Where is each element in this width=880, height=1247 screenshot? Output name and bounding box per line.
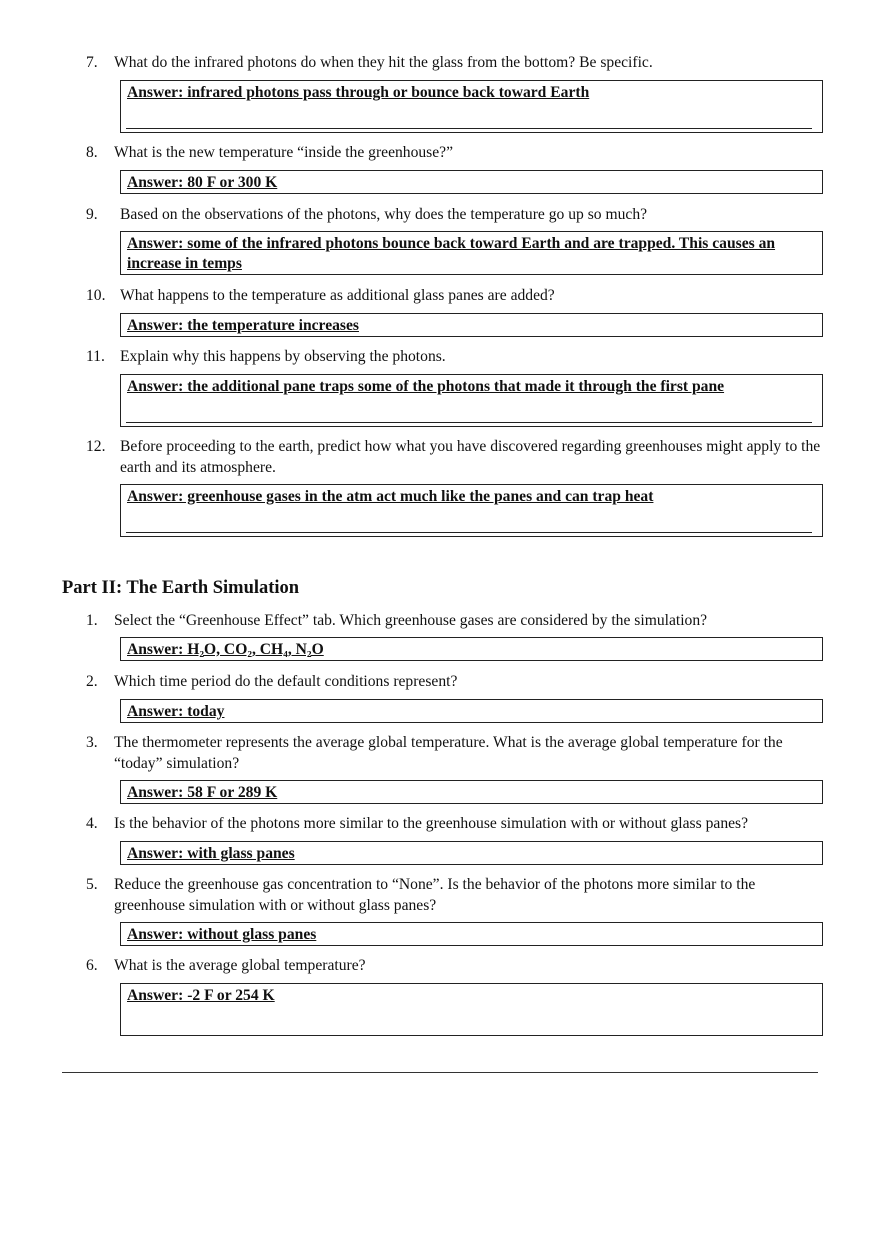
part2-question-5: [86, 874, 826, 916]
question-text: Based on the observations of the photons, why does the temperature go up so much?: [120, 206, 648, 223]
answer-text: Answer: with glass panes: [127, 845, 295, 862]
answer-text: Answer: without glass panes: [127, 926, 317, 943]
question-11: [86, 346, 826, 367]
answer-box-7[interactable]: [120, 80, 823, 133]
part2-question-1: [86, 610, 826, 631]
answer-text: Answer: 80 F or 300 K: [127, 174, 278, 191]
part2-answer-box-4[interactable]: [120, 841, 823, 865]
question-number: 1.: [86, 612, 98, 629]
question-number: 9.: [86, 206, 98, 223]
question-number: 3.: [86, 734, 98, 751]
question-12: [86, 436, 826, 478]
question-number: 5.: [86, 876, 98, 893]
answer-text: Answer: the additional pane traps some of the photons that made it through the first pane: [127, 378, 725, 395]
answer-box-12[interactable]: [120, 484, 823, 537]
answer-text: Answer: the temperature increases: [127, 317, 359, 334]
question-number: 6.: [86, 957, 98, 974]
answer-text: Answer: greenhouse gases in the atm act much like the panes and can trap heat: [127, 488, 654, 505]
question-text: What happens to the temperature as additional glass panes are added?: [120, 287, 555, 304]
part2-question-2: [86, 671, 826, 692]
answer-text: Answer: H₂O, CO₂, CH₄, N₂O: [127, 641, 324, 658]
part2-answer-box-2[interactable]: [120, 699, 823, 723]
part2-question-4: [86, 813, 826, 834]
part2-question-6: [86, 955, 826, 976]
question-text: The thermometer represents the average global temperature. What is the average global temperature for the “today” simulation?: [114, 734, 783, 772]
answer-box-8[interactable]: [120, 170, 823, 194]
question-text: Is the behavior of the photons more similar to the greenhouse simulation with or without glass panes?: [114, 815, 749, 832]
question-number: 12.: [86, 438, 106, 455]
part2-answer-box-5[interactable]: [120, 922, 823, 946]
question-number: 8.: [86, 144, 98, 161]
answer-text: Answer: today: [127, 703, 225, 720]
question-text: What is the average global temperature?: [114, 957, 366, 974]
question-number: 4.: [86, 815, 98, 832]
question-text: Select the “Greenhouse Effect” tab. Which greenhouse gases are considered by the simulation?: [114, 612, 708, 629]
section-heading: Part II: The Earth Simulation: [62, 578, 300, 598]
footer-divider: [62, 1072, 818, 1073]
question-7: [86, 52, 826, 73]
question-text: Which time period do the default conditions represent?: [114, 673, 458, 690]
question-text: What do the infrared photons do when they hit the glass from the bottom? Be specific.: [114, 54, 653, 71]
answer-line: [126, 532, 812, 533]
part2-answer-box-3[interactable]: [120, 780, 823, 804]
question-text: Explain why this happens by observing the photons.: [120, 348, 446, 365]
question-number: 7.: [86, 54, 98, 71]
question-number: 2.: [86, 673, 98, 690]
answer-box-11[interactable]: [120, 374, 823, 427]
part2-answer-box-6[interactable]: [120, 983, 823, 1036]
question-text: What is the new temperature “inside the greenhouse?”: [114, 144, 454, 161]
answer-text: Answer: 58 F or 289 K: [127, 784, 278, 801]
answer-text: Answer: some of the infrared photons bounce back toward Earth and are trapped. This causes an increase in temps: [127, 235, 776, 272]
question-text: Before proceeding to the earth, predict how what you have discovered regarding greenhouses might apply to the earth and its atmosphere.: [120, 438, 821, 476]
question-10: [86, 285, 826, 306]
answer-line: [126, 128, 812, 129]
question-9: [86, 204, 826, 225]
part2-answer-box-1[interactable]: [120, 637, 823, 661]
answer-text: Answer: infrared photons pass through or bounce back toward Earth: [127, 84, 590, 101]
question-text: Reduce the greenhouse gas concentration to “None”. Is the behavior of the photons more similar to the greenhouse simulation with or without glass panes?: [114, 876, 756, 914]
question-number: 11.: [86, 348, 105, 365]
part2-question-3: [86, 732, 826, 774]
answer-line: [126, 422, 812, 423]
answer-text: Answer: -2 F or 254 K: [127, 987, 275, 1004]
question-8: [86, 142, 826, 163]
answer-box-9[interactable]: [120, 231, 823, 275]
question-number: 10.: [86, 287, 106, 304]
answer-box-10[interactable]: [120, 313, 823, 337]
